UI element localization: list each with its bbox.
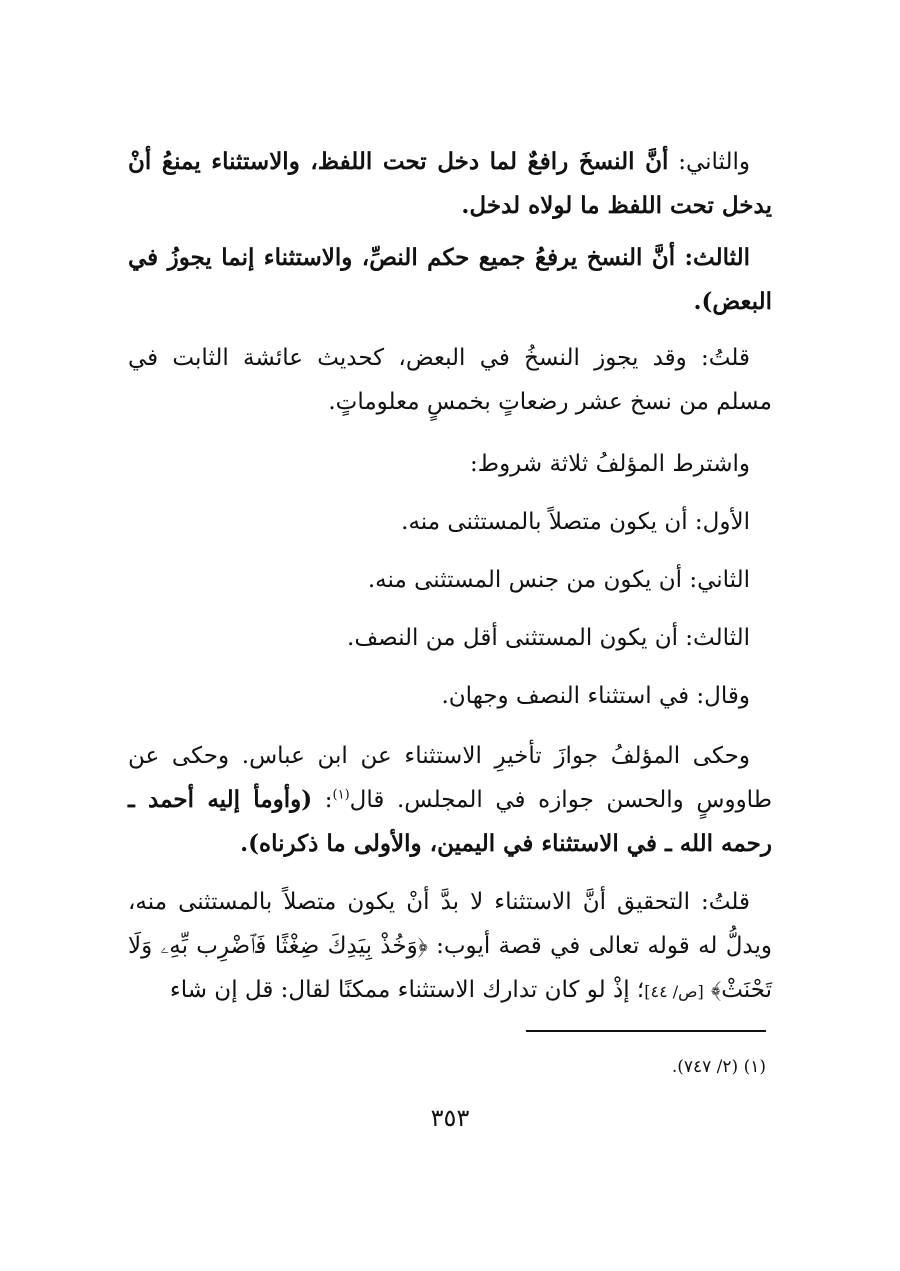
condition-text: أن يكون من جنس المستثنى منه. (367, 567, 683, 593)
footnote-marker[interactable]: (١) (332, 787, 350, 803)
paragraph-text: ؛ إذْ لو كان تدارك الاستثناء ممكنًا لقال: قل إن شاء (169, 977, 645, 1003)
quoted-text: أنَّ النسخ يرفعُ جميع حكم النصِّ، والاستثناء إنما يجوزُ في البعض). (128, 244, 772, 315)
paragraph-verification (128, 880, 772, 1014)
quoted-text: أنَّ النسخَ رافعٌ لما دخل تحت اللفظ، والاستثناء يمنعُ أنْ يدخل تحت اللفظ ما لولاه لدخل. (128, 148, 772, 219)
paragraph-text: وقال: في استثناء النصف وجهان. (441, 683, 750, 709)
paragraph-second-difference (128, 140, 772, 228)
paragraph-text: قلتُ: وقد يجوز النسخُ في البعض، كحديث عائشة الثابت في مسلم من نسخ عشر رضعاتٍ بخمسٍ معلوماتٍ. (128, 345, 772, 415)
paragraph-text: وحكى المؤلفُ جوازَ تأخيرِ الاستثناء عن ابن عباس. وحكى عن طاووسٍ والحسن جوازه في المجلس. قال (128, 743, 772, 813)
paragraph-delayed-exception (128, 734, 772, 866)
paragraph-text: : (312, 787, 333, 813)
paragraph-text: قلتُ: التحقيق أنَّ الاستثناء لا بدَّ أنْ يكون متصلاً بالمستثنى منه، ويدلُّ له قوله تعالى في قصة أيوب: ﴿وَخُذْ بِيَدِكَ ضِغْثًا فَٱضْرِب بِّهِۦ وَلَا تَحْنَثْ﴾ (128, 889, 772, 1003)
quoted-text: (وأومأ إليه أحمد ـ رحمه الله ـ في الاستثناء في اليمين، والأولى ما ذكرناه). (128, 786, 772, 857)
paragraph-conditions-intro (470, 442, 750, 486)
condition-lead: الثاني: (682, 567, 750, 593)
condition-first (401, 500, 750, 544)
condition-third (347, 616, 750, 660)
condition-lead: الثالث: (678, 625, 750, 651)
footnote: (١) (٢/ ٧٤٧). (671, 1057, 766, 1077)
condition-text: أن يكون متصلاً بالمستثنى منه. (401, 509, 688, 535)
footnote-separator (526, 1030, 766, 1032)
condition-second (368, 558, 750, 602)
paragraph-third-difference (128, 236, 772, 324)
page-number: ٣٥٣ (430, 1104, 470, 1132)
condition-lead: الأول: (687, 509, 750, 535)
condition-text: أن يكون المستثنى أقل من النصف. (347, 625, 678, 651)
paragraph-half-exception (441, 674, 750, 718)
paragraph-lead: الثالث: (675, 244, 750, 271)
paragraph-author-note (128, 336, 772, 424)
verse-reference: [ص/ ٤٤] (644, 982, 704, 1001)
paragraph-lead: والثاني: (668, 149, 750, 175)
paragraph-text: واشترط المؤلفُ ثلاثة شروط: (470, 451, 750, 477)
